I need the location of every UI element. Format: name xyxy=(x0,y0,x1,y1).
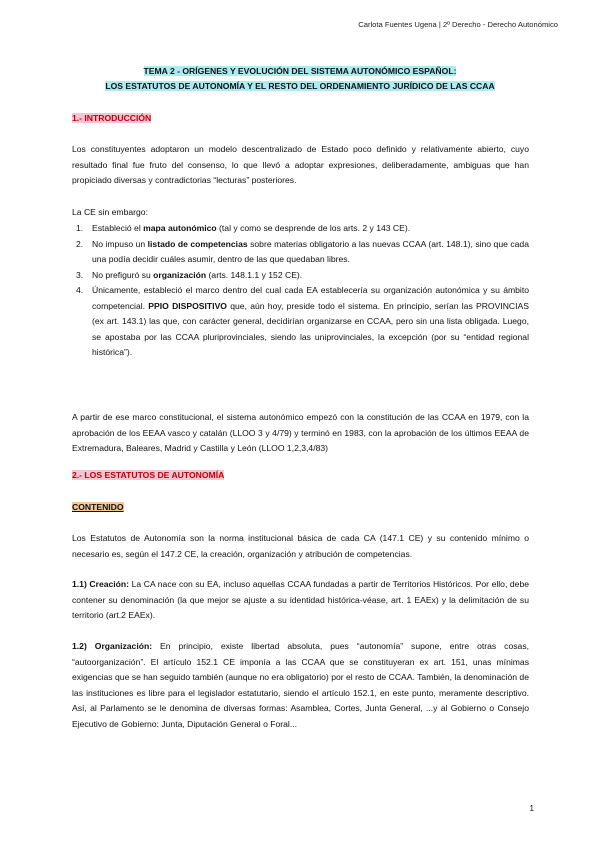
title-line-1: TEMA 2 - ORÍGENES Y EVOLUCIÓN DEL SISTEMA AUTONÓMICO ESPAÑOL: xyxy=(143,66,457,76)
creacion-paragraph: 1.1) Creación: La CA nace con su EA, incluso aquellas CCAA fundadas a partir de Territorios Históricos. Por ello, debe contener su denominación (la que mejor se ajuste a su identidad histórica-véase, art. 1 EAEx) y la delimitación de su territorio (art.2 EAEx). xyxy=(72,579,530,620)
subheading-contenido: CONTENIDO xyxy=(72,502,124,512)
list-item: 1. Estableció el mapa autonómico (tal y como se desprende de los arts. 2 y 143 CE). xyxy=(76,223,411,233)
page-number: 1 xyxy=(529,804,534,813)
closing-paragraph: A partir de ese marco constitucional, el sistema autonómico empezó con la constitución de las CCAA en 1979, con la aprobación de los EEAA vasco y catalán (LLOO 3 y 4/79) y terminó en 1983, con la aprobación de los últimos EEAA de Extremadura, Baleares, Madrid y Castilla y León (LLOO 1,2,3,4/83) xyxy=(72,412,529,453)
intro-lead: La CE sin embargo: xyxy=(72,207,148,217)
contenido-paragraph: Los Estatutos de Autonomía son la norma institucional básica de cada CA (147.1 CE) y su contenido mínimo o necesario es, según el 147.2 CE, la creación, organización y atribución de competencias. xyxy=(72,533,529,559)
page-header: Carlota Fuentes Ugena | 2º Derecho - Derecho Autonómico xyxy=(358,20,558,29)
list-item: 2. No impuso un listado de competencias sobre materias obligatorio a las nuevas CCAA (art. 148.1), sino que cada una podía decidir cuáles asumir, dentro de las que quedaban libres. xyxy=(76,238,529,264)
document-title xyxy=(0,64,600,94)
section-heading-introduccion: 1.- INTRODUCCIÓN xyxy=(72,113,152,123)
section-heading-estatutos: 2.- LOS ESTATUTOS DE AUTONOMÍA xyxy=(72,470,225,480)
organizacion-paragraph: 1.2) Organización: En principio, existe libertad absoluta, pues “autonomía” supone, entre otras cosas, “autoorganización”. El artículo 152.1 CE imponía a las CCAA que se constituyeran ex art. 151, unas mínimas exigencias que se han seguido también (aunque no era obligatorio) por el resto de CCAA. También, la denominación de las instituciones es libre para el legislador estatutario, siendo el artículo 152.1, en este punto, meramente descriptivo. Así, al Parlamento se le denomina de diversas formas: Asamblea, Cortes, Junta General, ...y al Gobierno o Consejo Ejecutivo de Gobierno: Junta, Diputación General o Foral... xyxy=(72,641,529,729)
title-line-2: LOS ESTATUTOS DE AUTONOMÍA Y EL RESTO DEL ORDENAMIENTO JURÍDICO DE LAS CCAA xyxy=(105,81,495,91)
intro-paragraph: Los constituyentes adoptaron un modelo descentralizado de Estado poco definido y relativamente abierto, cuyo resultado final fue fruto del consenso, lo que llevó a adoptar expresiones, deliberadamente, ambiguas que han propiciado diversas y contradictorias “lecturas” posteriores. xyxy=(72,144,529,185)
ce-list xyxy=(72,221,529,361)
list-item: 4. Únicamente, estableció el marco dentro del cual cada EA establecería su organización autonómica y su ámbito competencial. PPIO DISPOSITIVO que, aún hoy, preside todo el sistema. En principio, serían las PROVINCIAS (ex art. 143.1) las que, con carácter general, decidirían organizarse en CCAA, pero sin una lista obligada. Luego, se apostaba por las CCAA pluriprovinciales, siendo las uniprovinciales, la excepción (por su “entidad regional histórica”). xyxy=(76,285,529,357)
list-item: 3. No prefiguró su organización (arts. 148.1.1 y 152 CE). xyxy=(76,269,303,280)
